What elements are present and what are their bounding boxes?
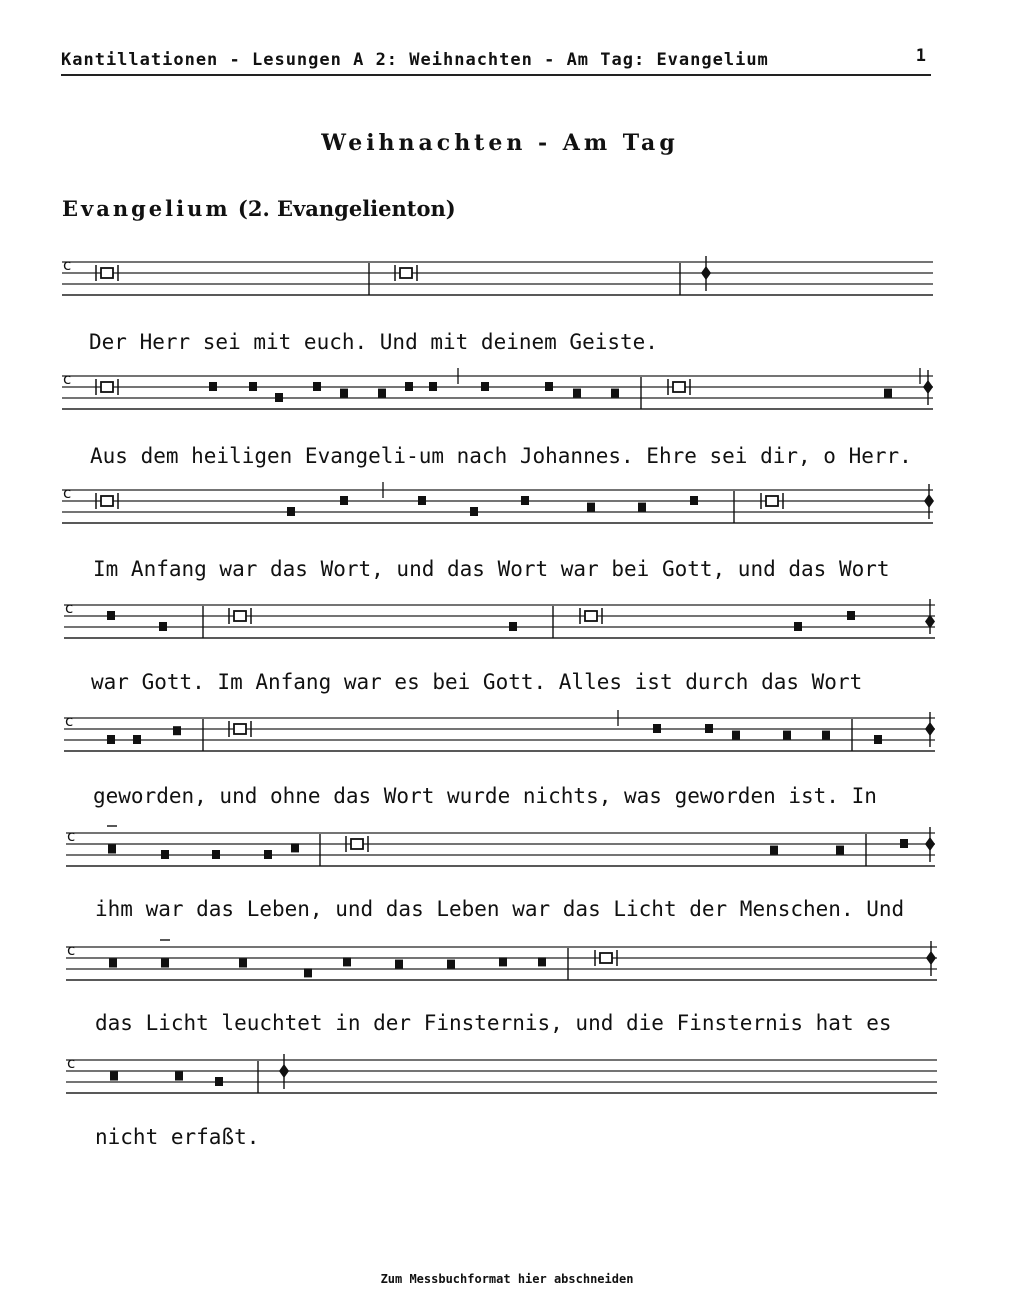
punctum-note (340, 496, 348, 505)
punctum-note (509, 622, 517, 631)
running-header-title: Kantillationen - Lesungen A 2: Weihnachten - Am Tag: Evangelium (61, 50, 769, 70)
final-note (923, 380, 933, 394)
punctum-note (587, 503, 595, 512)
punctum-note (209, 382, 217, 391)
reciting-tone-note (351, 839, 363, 849)
staff-6 (66, 833, 935, 866)
punctum-note (538, 957, 546, 966)
punctum-note (340, 389, 348, 398)
page-title: Weihnachten - Am Tag (321, 130, 679, 156)
punctum-note (874, 735, 882, 744)
c-clef: c (65, 712, 74, 730)
punctum-note (653, 724, 661, 733)
reciting-tone-note (234, 611, 246, 621)
staff-4 (64, 605, 935, 638)
punctum-note (304, 968, 312, 977)
punctum-note (690, 496, 698, 505)
c-clef: c (63, 484, 72, 502)
section-title-subtitle: (2. Evangelienton) (237, 196, 456, 221)
punctum-note (343, 957, 351, 966)
reciting-tone-note (766, 496, 778, 506)
punctum-note (275, 393, 283, 402)
c-clef: c (63, 256, 72, 274)
punctum-note (313, 382, 321, 391)
lyric-line: Im Anfang war das Wort, und das Wort war bei Gott, und das Wort (93, 557, 890, 581)
punctum-note (732, 731, 740, 740)
cut-line-note: Zum Messbuchformat hier abschneiden (380, 1272, 634, 1286)
punctum-note (900, 839, 908, 848)
punctum-note (107, 611, 115, 620)
punctum-note (822, 731, 830, 740)
punctum-note (481, 382, 489, 391)
punctum-note (545, 382, 553, 391)
punctum-note (215, 1077, 223, 1086)
reciting-tone-note (101, 268, 113, 278)
punctum-note (783, 731, 791, 740)
punctum-note (212, 850, 220, 859)
lyric-line: ihm war das Leben, und das Leben war das Licht der Menschen. Und (95, 897, 905, 921)
punctum-note (836, 846, 844, 855)
reciting-tone-note (234, 724, 246, 734)
punctum-note (847, 611, 855, 620)
lyric-line: das Licht leuchtet in der Finsternis, und die Finsternis hat es (95, 1011, 892, 1035)
punctum-note (239, 959, 247, 968)
punctum-note (378, 389, 386, 398)
punctum-note (638, 503, 646, 512)
punctum-note (108, 845, 116, 854)
punctum-note (470, 507, 478, 516)
section-title-main: Evangelium (62, 196, 231, 221)
punctum-note (133, 735, 141, 744)
punctum-note (107, 735, 115, 744)
punctum-note (429, 382, 437, 391)
final-note (926, 951, 936, 965)
punctum-note (770, 846, 778, 855)
punctum-note (173, 726, 181, 735)
c-clef: c (67, 1054, 76, 1072)
reciting-tone-note (101, 496, 113, 506)
final-note (279, 1064, 289, 1078)
staff-5 (64, 718, 935, 751)
punctum-note (499, 957, 507, 966)
punctum-note (159, 622, 167, 631)
lyric-line: Der Herr sei mit euch. Und mit deinem Geiste. (89, 330, 658, 354)
punctum-note (794, 622, 802, 631)
punctum-note (521, 496, 529, 505)
c-clef: c (67, 941, 76, 959)
reciting-tone-note (101, 382, 113, 392)
punctum-note (109, 959, 117, 968)
final-note (925, 722, 935, 736)
staff-8 (66, 1060, 937, 1093)
staff-1 (62, 262, 933, 295)
c-clef: c (67, 827, 76, 845)
final-note (924, 494, 934, 508)
punctum-note (573, 389, 581, 398)
reciting-tone-note (673, 382, 685, 392)
punctum-note (264, 850, 272, 859)
punctum-note (175, 1072, 183, 1081)
page-number: 1 (915, 46, 927, 66)
final-note (925, 837, 935, 851)
punctum-note (287, 507, 295, 516)
lyric-line: war Gott. Im Anfang war es bei Gott. Alles ist durch das Wort (91, 670, 863, 694)
punctum-note (161, 850, 169, 859)
punctum-note (249, 382, 257, 391)
staff-2 (62, 376, 933, 409)
punctum-note (291, 843, 299, 852)
reciting-tone-note (600, 953, 612, 963)
punctum-note (161, 959, 169, 968)
punctum-note (418, 496, 426, 505)
staff-3 (62, 490, 933, 523)
lyric-line: geworden, und ohne das Wort wurde nichts, was geworden ist. In (93, 784, 877, 808)
punctum-note (405, 382, 413, 391)
punctum-note (884, 389, 892, 398)
final-note (701, 266, 711, 280)
reciting-tone-note (400, 268, 412, 278)
punctum-note (611, 389, 619, 398)
punctum-note (395, 960, 403, 969)
punctum-note (110, 1072, 118, 1081)
punctum-note (447, 960, 455, 969)
reciting-tone-note (585, 611, 597, 621)
punctum-note (705, 724, 713, 733)
lyric-line: Aus dem heiligen Evangeli-um nach Johannes. Ehre sei dir, o Herr. (90, 444, 912, 468)
lyric-line: nicht erfaßt. (95, 1125, 260, 1149)
c-clef: c (65, 599, 74, 617)
c-clef: c (63, 370, 72, 388)
